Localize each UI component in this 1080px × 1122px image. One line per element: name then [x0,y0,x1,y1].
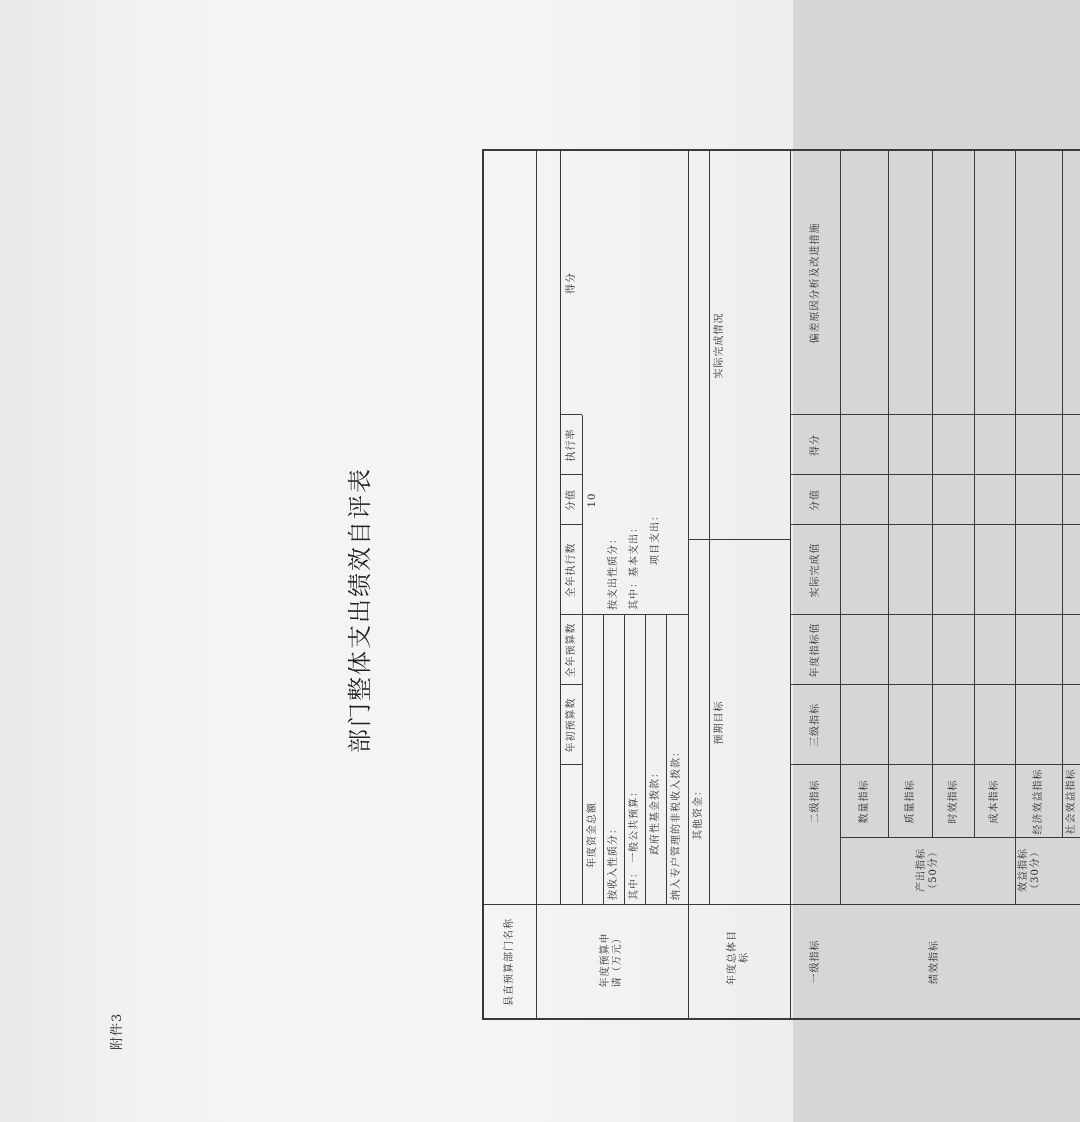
quantity-indicator: 数量指标 [858,779,870,824]
form-title: 部门整体支出绩效自评表 [346,467,374,753]
basic-expense-label: 其中：基本支出： [629,522,640,610]
total-funds-score: 10 [587,492,598,508]
expense-nature-label: 按支出性质分： [608,533,619,610]
attachment-label: 附件3 [110,1012,125,1050]
output-indicator-group: 产出指标（50分） [915,846,939,894]
cost-indicator: 成本指标 [989,779,1000,824]
table-line [1062,150,1063,838]
perf-indicator-label: 绩效指标 [929,940,940,984]
budget-score-header: 得分 [565,272,577,294]
table-line [482,1018,1080,1020]
actual-completion-header: 实际完成情况 [713,312,725,379]
table-line [974,150,975,838]
economic-benefit-indicator: 经济效益指标 [1033,768,1044,835]
actual-value-header: 实际完成值 [809,542,821,598]
quality-indicator: 质量指标 [904,779,916,824]
social-benefit-indicator: 社会效益指标 [1065,768,1077,835]
table-line [688,539,790,540]
table-line [688,150,689,1020]
table-line [536,150,537,1020]
evaluation-table [80,60,1077,1060]
level2-indicator-header: 二级指标 [809,779,821,824]
annual-goal-label: 年度总体目标 [727,930,750,985]
project-expense-label: 项目支出： [650,510,661,565]
table-line [932,150,933,838]
dept-name-label: 县直预算部门名称 [503,918,515,1006]
total-funds-label: 年度资金总额 [587,802,598,868]
indicator-score-header: 得分 [809,434,821,456]
level1-indicator-header: 一级指标 [809,939,821,984]
table-line [888,150,889,838]
full-year-budget-header: 全年预算数 [565,622,577,678]
rotated-form [80,60,1077,1060]
level3-indicator-header: 三级指标 [809,703,821,747]
full-year-exec-header: 全年执行数 [565,542,577,598]
indicator-score-value-header: 分值 [809,489,821,511]
table-line [482,904,1080,905]
general-budget-label: 其中： 一般公共预算： [629,785,640,900]
gov-fund-label: 政府性基金拨款： [650,767,661,855]
special-fund-label: 纳入专户管理的非税收入拨款： [671,746,682,900]
score-value-header: 分值 [565,489,577,511]
budget-apply-label: 年度预算申请（万元） [600,932,623,988]
exec-rate-header: 执行率 [565,428,577,462]
deviation-analysis-header: 偏差原因分析及改进措施 [809,222,821,344]
income-nature-label: 按收入性质分： [608,823,619,900]
annual-target-header: 年度指标值 [809,622,821,678]
table-line [482,150,484,1020]
year-start-budget-header: 年初预算数 [565,697,577,753]
timeliness-indicator: 时效指标 [947,779,959,824]
other-funds-label: 其他资金： [692,785,704,840]
effect-indicator-group: 效益指标（30分） [1018,846,1041,894]
expected-goal-header: 预期目标 [713,700,725,745]
